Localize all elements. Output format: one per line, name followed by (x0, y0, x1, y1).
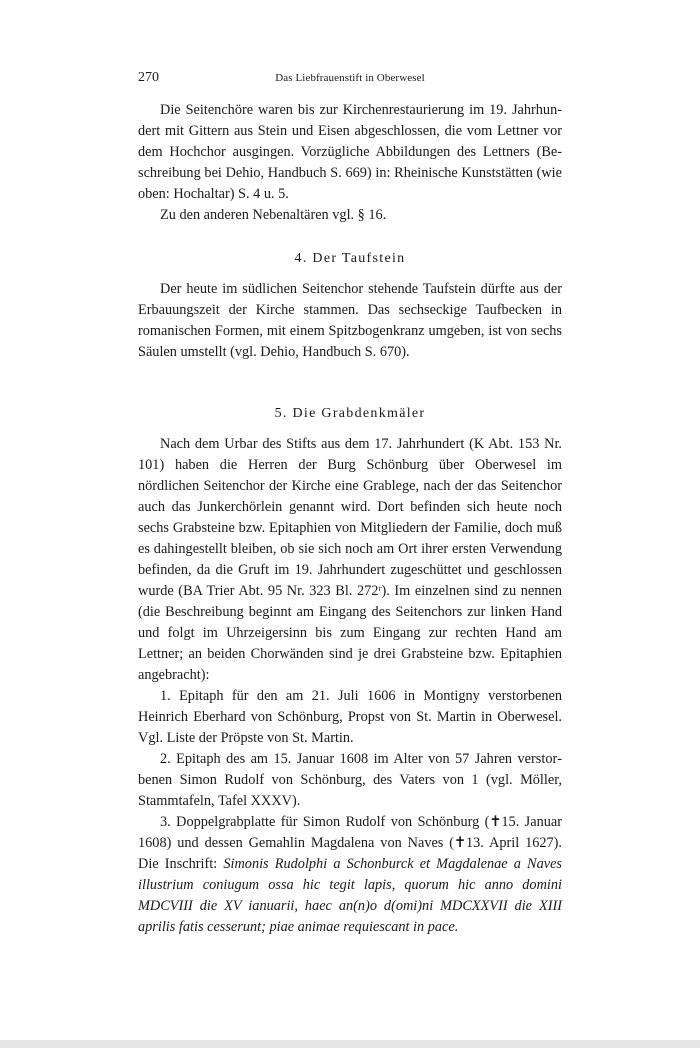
paragraph-side-choirs: Die Seitenchöre waren bis zur Kirchenrestaurierung im 19. Jahrhundert mit Gittern aus Stein und Eisen abgeschlossen, die vom Lettner vor dem Hochchor ausgingen. Vorzügliche Abbildungen des Lettners (Beschreibung bei Dehio, Handbuch S. 669) in: Rheinische Kunststätten (wie oben: Hochaltar) S. 4 u. 5. (138, 102, 562, 202)
section-heading-tombs: 5. Die Grabdenkmäler (274, 406, 426, 421)
page-number: 270 (138, 70, 159, 85)
page-bottom-edge (0, 1040, 700, 1048)
page-body (138, 100, 562, 938)
running-title: Das Liebfrauenstift in Oberwesel (275, 72, 425, 84)
item-3-text: 3. Doppelgrabplatte für Simon Rudolf von Schönburg (✝15. Januar 1608) und dessen Gemahlin Magdalena von Naves (✝13. April 1627). Die Inschrift: (138, 814, 562, 872)
list-item-epitaph-1: 1. Epitaph für den am 21. Juli 1606 in Montigny verstorbenen Heinrich Eberhard von Schönburg, Propst von St. Martin in Oberwesel. Vgl. Liste der Pröpste von St. Martin. (138, 688, 562, 746)
paragraph-tombs-intro: Nach dem Urbar des Stifts aus dem 17. Jahrhundert (K Abt. 153 Nr. 101) haben die Herren der Burg Schönburg über Oberwesel im nördlichen Seitenchor der Kirche eine Grablege, nach der das Seitenchor auch das Junkerchörlein genannt wird. Dort befinden sich heute noch sechs Grabsteine bzw. Epitaphien von Mitgliedern der Familie, doch muß es dahingestellt bleiben, ob sie sich noch am Ort ihrer ersten Verwendung befinden, da die Gruft im 19. Jahrhundert zugeschüttet und geschlossen wurde (BA Trier Abt. 95 Nr. 323 Bl. 272ʳ). Im einzelnen sind zu nennen (die Beschreibung beginnt am Eingang des Seitenchors zur linken Hand und folgt im Uhrzeigersinn bis zum Eingang zur rechten Hand am Lettner; an beiden Chorwänden sind je drei Grabsteine bzw. Epitaphien angebracht): (138, 436, 562, 683)
latin-inscription: Simonis Rudolphi a Schonburck et Magdalenae a Naves illustrium coniugum ossa hic tegit lapis, quorum hic anno domini MDCVIII die XV ianuarii, haec an(n)o d(omi)ni MDCXXVII die XIII aprilis fatis cesserunt; piae animae requiescant in pace. (138, 856, 563, 935)
page-header (138, 68, 562, 88)
paragraph-baptismal-font: Der heute im südlichen Seitenchor stehende Taufstein dürfte aus der Erbauungszeit der Kirche stammen. Das sechseckige Taufbecken in romanischen Formen, mit einem Spitzbogenkranz umgeben, ist von sechs Säulen umstellt (vgl. Dehio, Handbuch S. 670). (138, 281, 562, 360)
paragraph-side-altars: Zu den anderen Nebenaltären vgl. § 16. (160, 207, 387, 223)
section-heading-baptismal-font: 4. Der Taufstein (294, 251, 406, 266)
list-item-epitaph-2: 2. Epitaph des am 15. Januar 1608 im Alter von 57 Jahren verstorbenen Simon Rudolf von Schönburg, des Vaters von 1 (vgl. Möller, Stammtafeln, Tafel XXXV). (138, 751, 562, 809)
list-item-double-tomb-3 (138, 812, 562, 938)
